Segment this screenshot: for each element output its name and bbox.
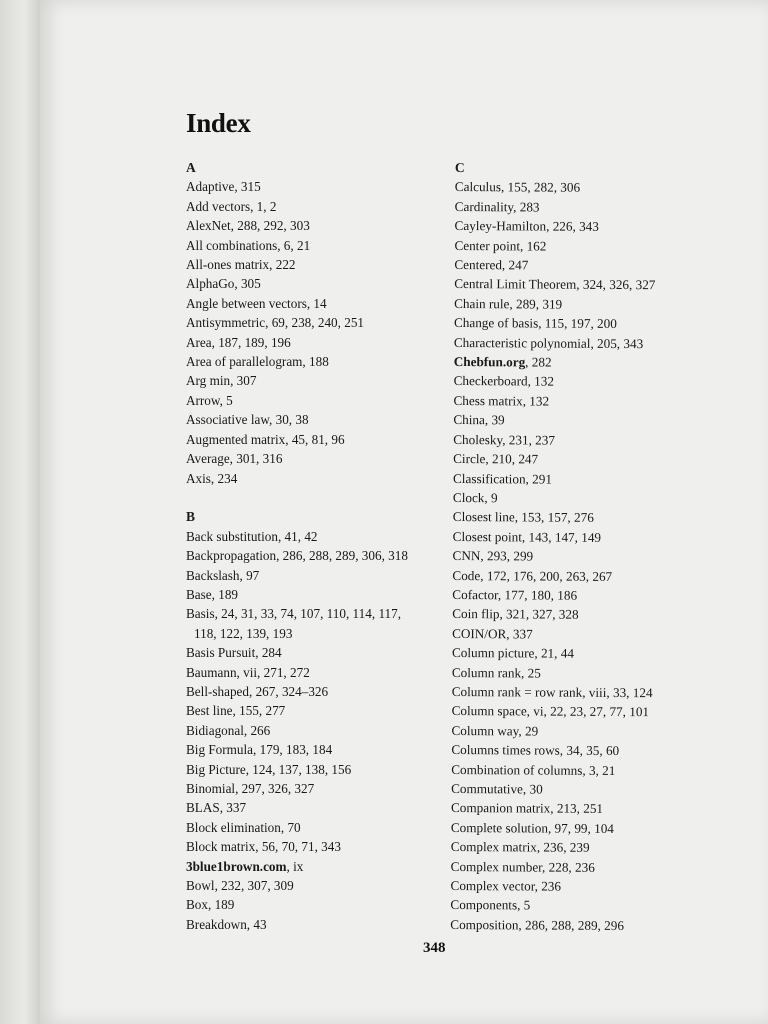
index-entry-term: Column rank, 25 <box>451 664 541 681</box>
index-entry <box>186 663 456 682</box>
index-entry-term: Central Limit Theorem, 324, 326, 327 <box>454 276 656 293</box>
index-entry <box>186 857 456 876</box>
index-entry-term: Basis, 24, 31, 33, 74, 107, 110, 114, 117, <box>186 606 402 622</box>
index-entry <box>186 236 456 255</box>
index-entry <box>186 721 456 740</box>
index-entry-term: Column way, 29 <box>451 722 539 739</box>
index-entry-term: Binomial, 297, 326, 327 <box>186 780 315 796</box>
index-entry-pages: , ix <box>286 858 304 874</box>
index-entry-term: Area of parallelogram, 188 <box>186 354 329 370</box>
index-entry <box>186 585 456 604</box>
index-entry <box>186 837 456 856</box>
index-entry-term: Closest point, 143, 147, 149 <box>452 528 602 545</box>
index-entry <box>455 197 725 218</box>
index-entry <box>451 721 721 742</box>
index-entry-term: Calculus, 155, 282, 306 <box>454 179 581 196</box>
index-entry-term: Center point, 162 <box>454 237 547 254</box>
index-entry <box>186 449 456 468</box>
index-entry <box>455 216 725 237</box>
index-entry-term: 3blue1brown.com <box>186 858 287 874</box>
index-entry-term: Baumann, vii, 271, 272 <box>186 664 310 680</box>
index-entry <box>452 585 722 606</box>
index-entry <box>452 624 722 645</box>
index-entry <box>186 604 456 643</box>
index-entry <box>186 430 456 449</box>
index-entry <box>454 236 724 257</box>
index-entry-term: All-ones matrix, 222 <box>186 257 296 273</box>
index-entry <box>454 294 724 315</box>
index-entry-term: Classification, 291 <box>452 470 552 487</box>
index-entry-term: Companion matrix, 213, 251 <box>450 800 604 817</box>
index-entry-term: Column space, vi, 22, 23, 27, 77, 101 <box>451 703 650 720</box>
index-section-letter: C <box>454 159 465 176</box>
index-entry-term: Basis Pursuit, 284 <box>186 645 282 661</box>
index-entry-term: Block matrix, 56, 70, 71, 343 <box>186 839 341 855</box>
index-entry-term: Block elimination, 70 <box>186 819 301 835</box>
index-entry <box>186 643 456 662</box>
index-section-letter: B <box>186 509 196 525</box>
index-entry-term: Big Picture, 124, 137, 138, 156 <box>186 761 352 777</box>
index-entry <box>186 915 456 934</box>
index-entry <box>186 410 456 429</box>
index-entry-term: Associative law, 30, 38 <box>186 412 309 428</box>
index-entry <box>186 469 456 488</box>
index-entry-term: Antisymmetric, 69, 238, 240, 251 <box>186 315 365 331</box>
index-entry <box>453 527 723 548</box>
index-entry-term: All combinations, 6, 21 <box>186 237 311 253</box>
index-entry <box>451 779 721 800</box>
index-entry <box>452 682 722 703</box>
index-entry-term: Bidiagonal, 266 <box>186 722 271 738</box>
index-entry <box>452 643 722 664</box>
index-entry <box>454 371 724 392</box>
index-entry-term: Arrow, 5 <box>186 392 233 408</box>
index-entry-term: Cardinality, 283 <box>454 198 540 215</box>
index-entry-term: Columns times rows, 34, 35, 60 <box>451 742 620 759</box>
index-section-letter: A <box>186 160 196 175</box>
index-entry-term: Box, 189 <box>186 897 235 913</box>
index-entry-term: Breakdown, 43 <box>186 916 267 932</box>
index-entry <box>186 216 456 235</box>
index-entry-term: Code, 172, 176, 200, 263, 267 <box>452 567 613 584</box>
index-entry <box>454 352 724 373</box>
index-entry-term: Adaptive, 315 <box>186 179 261 195</box>
index-entry-term: Backslash, 97 <box>186 567 260 583</box>
index-entry-term: Backpropagation, 286, 288, 289, 306, 318 <box>186 548 408 564</box>
index-entry <box>186 779 456 798</box>
index-entry-term: Cholesky, 231, 237 <box>453 431 556 448</box>
index-entry-term: Bell-shaped, 267, 324–326 <box>186 683 329 699</box>
index-entry <box>186 798 456 817</box>
index-entry-term: Commutative, 30 <box>451 780 543 797</box>
index-entry-pages: , 282 <box>525 354 552 370</box>
index-entry-term: Arg min, 307 <box>186 373 257 389</box>
index-entry <box>451 798 721 819</box>
left-index-column <box>186 158 456 934</box>
index-entry <box>186 313 456 332</box>
index-entry-term: Best line, 155, 277 <box>186 703 286 719</box>
index-entry <box>186 177 456 196</box>
index-entry <box>454 333 724 354</box>
index-entry-term: Angle between vectors, 14 <box>186 295 327 311</box>
index-entry <box>453 391 723 412</box>
index-entry-term: Complex number, 228, 236 <box>450 858 595 875</box>
index-entry <box>186 566 456 585</box>
index-entry <box>453 410 723 431</box>
index-entry-term: Bowl, 232, 307, 309 <box>186 878 294 894</box>
index-entry-term: CNN, 293, 299 <box>452 548 534 564</box>
index-entry <box>186 333 456 352</box>
index-entry-term: Clock, 9 <box>452 489 498 506</box>
index-entry <box>452 701 722 722</box>
index-entry <box>450 895 720 916</box>
index-entry-term: Augmented matrix, 45, 81, 96 <box>186 431 345 447</box>
index-entry-term: Combination of columns, 3, 21 <box>451 761 616 778</box>
index-entry-term: China, 39 <box>453 412 505 428</box>
index-entry-term: Cayley-Hamilton, 226, 343 <box>454 218 599 235</box>
index-entry <box>186 197 456 216</box>
index-entry <box>186 527 456 546</box>
index-entry <box>454 313 724 334</box>
index-entry-term: Back substitution, 41, 42 <box>186 528 318 544</box>
index-entry-term: Components, 5 <box>450 897 531 913</box>
index-entry <box>451 837 721 858</box>
index-entry-term: Chess matrix, 132 <box>453 392 550 409</box>
index-entry-term: Big Formula, 179, 183, 184 <box>186 742 333 758</box>
index-entry-term: Add vectors, 1, 2 <box>186 198 277 214</box>
index-entry <box>452 604 722 625</box>
index-entry <box>186 371 456 390</box>
index-entry-term: Axis, 234 <box>186 470 238 486</box>
index-entry-term: Chebfun.org <box>453 354 526 370</box>
book-gutter <box>0 0 40 1024</box>
index-entry <box>186 255 456 274</box>
index-entry <box>455 177 725 198</box>
index-entry <box>454 274 724 295</box>
index-entry <box>186 352 456 371</box>
page-number: 348 <box>423 940 446 956</box>
index-entry <box>453 430 723 451</box>
index-entry-term: COIN/OR, 337 <box>452 625 533 642</box>
index-entry-term: BLAS, 337 <box>186 800 247 816</box>
index-entry-term: Composition, 286, 288, 289, 296 <box>450 916 625 933</box>
index-entry-term: Chain rule, 289, 319 <box>454 295 563 312</box>
index-entry-term: Complex vector, 236 <box>450 878 562 894</box>
index-entry <box>453 546 723 567</box>
index-entry <box>450 876 720 897</box>
right-index-column <box>450 158 725 936</box>
index-entry-term: Base, 189 <box>186 586 239 602</box>
index-entry <box>186 895 456 914</box>
index-entry-term: Average, 301, 316 <box>186 451 283 467</box>
index-entry <box>451 740 721 761</box>
index-entry <box>186 391 456 410</box>
index-entry-term: Closest line, 153, 157, 276 <box>452 509 594 526</box>
index-entry-term: Centered, 247 <box>454 257 529 273</box>
index-entry <box>450 915 720 936</box>
index-entry-term: AlexNet, 288, 292, 303 <box>186 218 310 234</box>
section-gap <box>186 488 456 507</box>
index-entry-term: Column picture, 21, 44 <box>451 645 575 661</box>
index-entry <box>186 818 456 837</box>
index-entry-term: Area, 187, 189, 196 <box>186 334 291 350</box>
index-entry <box>186 760 456 779</box>
index-entry <box>186 274 456 293</box>
index-entry <box>453 468 723 489</box>
index-entry <box>451 818 721 839</box>
index-entry <box>451 857 721 878</box>
index-entry <box>452 663 722 684</box>
index-entry-term: Change of basis, 115, 197, 200 <box>453 315 617 332</box>
index-entry <box>454 255 724 276</box>
index-entry <box>186 876 456 895</box>
index-entry-term: Coin flip, 321, 327, 328 <box>452 606 579 623</box>
index-entry-term: Complete solution, 97, 99, 104 <box>450 819 614 836</box>
index-entry <box>451 760 721 781</box>
index-entry <box>453 488 723 509</box>
index-entry <box>453 507 723 528</box>
index-entry-term: AlphaGo, 305 <box>186 276 261 292</box>
index-entry-continuation: 118, 122, 139, 193 <box>194 625 293 641</box>
index-entry <box>186 546 456 565</box>
index-entry <box>186 682 456 701</box>
index-entry-term: Checkerboard, 132 <box>453 373 555 390</box>
index-entry-term: Circle, 210, 247 <box>453 451 539 467</box>
index-entry <box>186 294 456 313</box>
index-entry-term: Column rank = row rank, viii, 33, 124 <box>451 683 653 701</box>
index-entry <box>186 701 456 720</box>
index-entry-term: Cofactor, 177, 180, 186 <box>452 586 578 603</box>
index-entry-term: Characteristic polynomial, 205, 343 <box>453 334 644 351</box>
index-entry <box>453 449 723 470</box>
page-title: Index <box>186 108 251 139</box>
index-entry-term: Complex matrix, 236, 239 <box>450 839 590 856</box>
index-entry <box>452 566 722 587</box>
index-entry <box>186 740 456 759</box>
index-page <box>40 0 768 1024</box>
